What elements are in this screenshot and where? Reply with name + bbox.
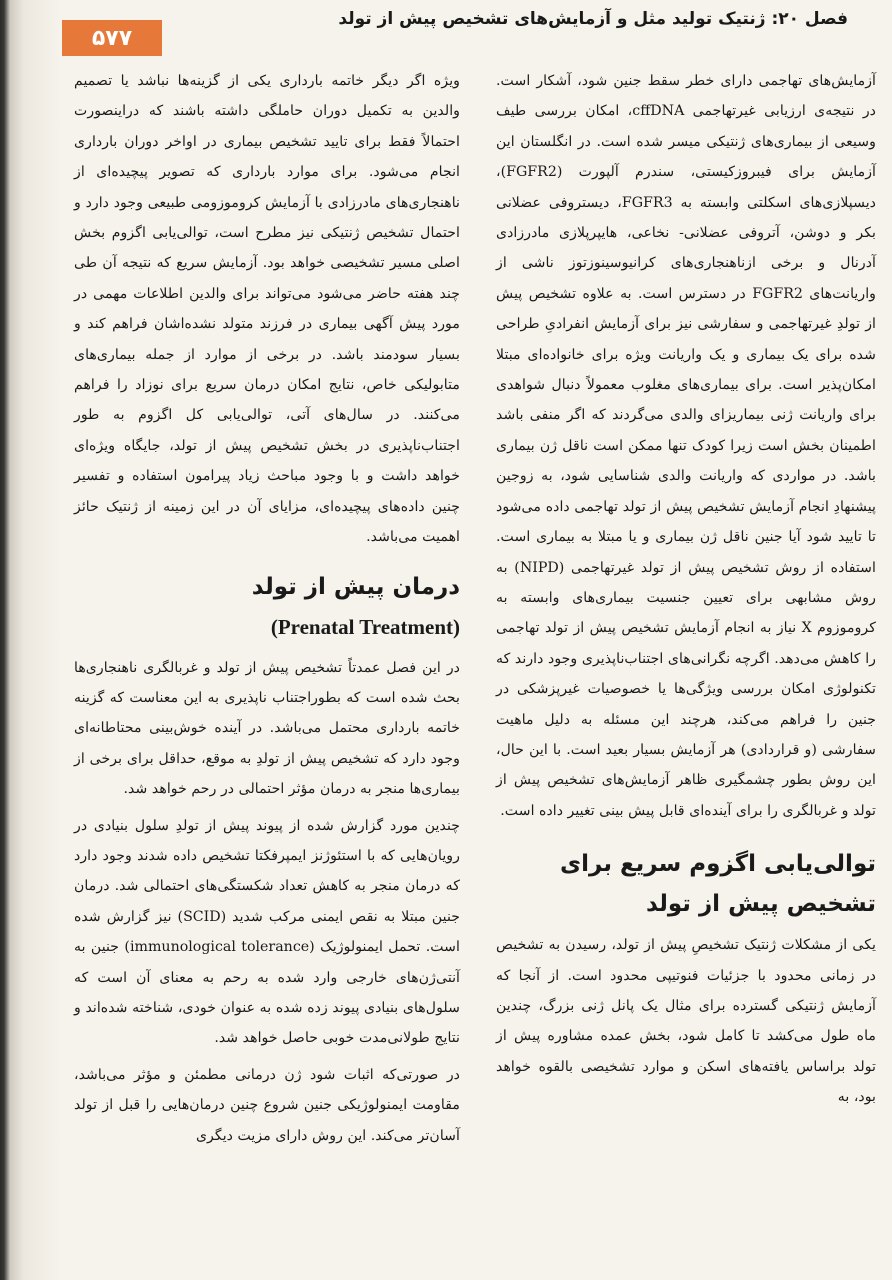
page-header (0, 0, 892, 62)
section-heading-prenatal-treatment: درمان پیش از تولد (251, 573, 460, 600)
left-paragraph-4: در صورتی‌که اثبات شود ژن درمانی مطمئن و مؤثر می‌باشد، مقاومت ایمنولوژیکی جنین شروع چنین درمان‌هایی را قبل از تولد آسان‌تر می‌کند. این روش دارای مزیت دیگری (74, 1066, 460, 1144)
left-column (74, 66, 460, 1157)
chapter-title (176, 0, 878, 32)
right-paragraph-2: یکی از مشکلات ژنتیک تشخیصِ پیش از تولد، رسیدن به تشخیص در زمانی محدود با جزئیات فنوتیپی محدود است. از آنجا که آزمایش ژنتیکی گسترده برای مثال یک پانل ژنی بزرگ، چندین ماه طول می‌کشد تا کامل شود، بخش عمده مشاوره پیش از تولد براساس یافته‌های اسکن و موارد تشخیصی بالقوه خواهد بود، به (496, 937, 876, 1106)
right-column (496, 66, 876, 1119)
right-paragraph-1: آزمایش‌های تهاجمی دارای خطر سقط جنین شود، آشکار است. در نتیجه‌ی ارزیابی غیرتهاجمی cffDNA، امکان بررسی طیف وسیعی از بیماری‌های ژنتیکی میسر شده است. در انگلستان این آزمایش برای فیبروزکیستی، سندرم آلپورت (FGFR2)، دیسپلازی‌های اسکلتی وابسته به FGFR3، دیستروفی عضلانی بکر و دوشن، آتروفی عضلانی- نخاعی، هایپرپلازی مادرزادی آدرنال و برخی ازناهنجاری‌های کرانیوسینوزتوز ناشی از واریانت‌های FGFR2 در دسترس است. به علاوه تشخیص پیش از تولدِ غیرتهاجمی و سفارشی نیز برای آزمایش انفرادیِ طراحی شده برای یک بیماری و یک واریانت ویژه برای خانواده‌ای مبتلا امکان‌پذیر است. برای بیماری‌های مغلوب معمولاً دنبال شواهدی برای واریانت ژنی بیماریزای والدی می‌گردند که اگر منفی باشد اطمینان بخش است زیرا کودک تنها ممکن است ناقل ژن بیماری باشد. در مواردی که واریانت والدی شناسایی شود، به زوجین پیشنهادِ انجام آزمایش تشخیص پیش از تولد تهاجمی داده می‌شود تا تایید شود آیا جنین ناقل ژن بیماری و یا مبتلا به بیماری است. استفاده از روش تشخیص پیش از تولد غیرتهاجمی (NIPD) به روش مشابهی برای تعیین جنسیت بیماری‌های وابسته به کروموزوم X نیاز به انجام آزمایش تشخیص پیش از تولد تهاجمی را کاهش می‌دهد. اگرچه نگرانی‌های اجتناب‌ناپذیری وجود دارند که تکنولوژی امکان بررسی ویژگی‌ها یا خصوصیات غیرپزشکی در جنین را فراهم می‌کند، هرچند این مسئله به دلیل ماهیت سفارشی (و قراردادی) هر آزمایش بسیار بعید است. با این حال، این روش بطور چشمگیری ظاهر آزمایش‌های تشخیص پیش از تولد و غربالگری را برای آینده‌ای قابل پیش بینی تغییر داده است. (496, 73, 876, 819)
left-paragraph-2: در این فصل عمدتاً تشخیص پیش از تولد و غربالگری ناهنجاری‌ها بحث شده است که بطوراجتناب ناپذیری به این معناست که گزینه خاتمه بارداری محتمل می‌باشد. در آینده خوش‌بینی محتاطانه‌ای وجود دارد که تشخیص پیش از تولدِ به موقع، حداقل برای برخی از بیماری‌ها منجر به درمان مؤثر احتمالی در رحم خواهد شد. (74, 659, 460, 798)
section-heading-prenatal-treatment-en: (Prenatal Treatment) (270, 614, 460, 639)
chapter-title-text: فصل ۲۰: ژنتیک تولید مثل و آزمایش‌های تشخیص پیش از تولد (338, 9, 848, 29)
left-paragraph-3: چندین مورد گزارش شده از پیوند پیش از تولدِ سلول بنیادی در رویان‌هایی که با استئوژنز ایمپرفکتا تشخیص داده شدند وجود دارد که درمان منجر به کاهش تعداد شکستگی‌های احتمالی شد. درمان جنین مبتلا به نقص ایمنی مرکب شدید (SCID) نیز گزارش شده است. تحمل ایمنولوژیک (immunological tolerance) جنین به آنتی‌ژن‌های خارجی وارد شده به رحم به معنای آن است که سلول‌های بنیادی پیوند زده شده به عنوان خودی، شناخته شده‌اند و نتایج طولانی‌مدت خوبی حاصل خواهد شد. (74, 817, 461, 1047)
left-paragraph-1: ویژه اگر دیگر خاتمه بارداری یکی از گزینه‌ها نباشد یا تصمیم والدین به تکمیل دوران حاملگی داشته باشند که دراینصورت احتمالاً فقط برای تایید تشخیص بیماری در اواخر دوران بارداری انجام می‌شود. برای موارد بارداری که تصویر پیچیده‌ای از ناهنجاری‌های مادرزادی با آزمایش کروموزومی طبیعی وجود دارد و احتمال تشخیص ژنتیکی نیز مطرح است، توالی‌یابی اگزوم بخش اصلی مسیر تشخیصی خواهد بود. آزمایش سریع که نتیجه آن طی چند هفته حاضر می‌شود می‌تواند برای والدین اطلاعات مهمی در مورد پیش آگهی بیماری در فرزند متولد نشده‌اشان فراهم کند و بسیار سودمند باشد. در برخی از موارد از جمله بیماری‌های متابولیکی خاص، نتایج امکان درمان سریع برای نوزاد را فراهم می‌کنند. در سال‌های آتی، توالی‌یابی کل اگزوم به طور اجتناب‌ناپذیری در بخش تشخیص پیش از تولد، جایگاه ویژه‌ای خواهد داشت و با وجود مباحث زیاد پیرامون استفاده و تفسیر چنین داده‌های پیچیده‌ای، مزایای آن در این زمینه از ژنتیک حائز اهمیت می‌باشد. (74, 73, 460, 546)
section-heading-rapid-exome: توالی‌یابی اگزوم سریع برای تشخیص پیش از تولد (560, 851, 876, 918)
page-number-badge (62, 20, 162, 56)
page-number: ۵۷۷ (91, 25, 133, 51)
